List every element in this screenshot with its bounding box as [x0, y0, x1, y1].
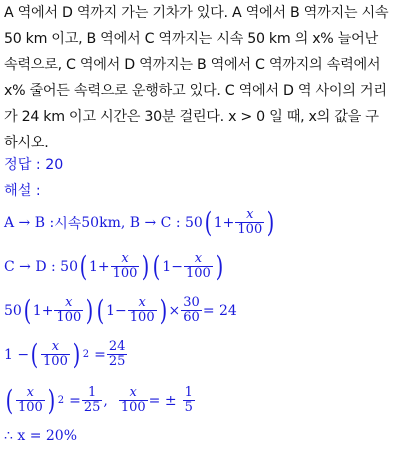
problem-line: 가 24 km 이고 시간은 30분 걸린다. x > 0 일 때, x의 값을 구	[4, 109, 379, 125]
fraction: $\frac{x}{100}$	[129, 295, 155, 325]
fraction: $\frac{x}{100}$	[112, 251, 138, 281]
problem-line: x% 줄어든 속력으로 운행하고 있다. C 역에서 D 역 사이의 거리	[4, 83, 387, 99]
problem-line: 하시오.	[4, 135, 49, 151]
work-line-6: ∴ x = 20%	[4, 428, 78, 444]
problem-line: 50 km 이고, B 역에서 C 역까지는 시속 50 km 의 x% 늘어난	[4, 31, 378, 47]
work-line-1: A → B : 시속 50km, B → C : 50 ( 1 + $\frac{x}{100}$ )	[4, 205, 275, 239]
work-line-3: 50 ( 1 + $\frac{x}{100}$ ) ( 1 − $\frac{x}{100}$ ) × $\frac{30}{60}$ = 24	[4, 293, 237, 327]
fraction: $\frac{x}{100}$	[56, 295, 82, 325]
problem-line: 속력으로, C 역에서 D 역까지는 B 역에서 C 역까지의 속력에서	[4, 57, 381, 73]
fraction: $\frac{x}{100}$	[43, 339, 68, 369]
fraction: $\frac{x}{100}$	[237, 207, 263, 237]
fraction: $\frac{1}{5}$	[184, 385, 193, 415]
fraction: $\frac{30}{60}$	[183, 295, 200, 325]
fraction: $\frac{x}{100}$	[120, 385, 146, 415]
fraction: $\frac{x}{100}$	[185, 251, 211, 281]
problem-line: A 역에서 D 역까지 가는 기차가 있다. A 역에서 B 역까지는 시속	[4, 5, 389, 21]
answer-line: 정답 : 20	[4, 157, 64, 173]
fraction: $\frac{x}{100}$	[17, 385, 43, 415]
work-line-4: 1 − ( $\frac{x}{100}$ ) 2 = $\frac{24}{25}$	[4, 337, 126, 371]
explanation-label: 해설 :	[4, 183, 41, 199]
segment-cd: C → D : 50	[4, 258, 78, 275]
segment-ab: A → B :	[4, 214, 55, 231]
segment-bc: 50km, B → C : 50	[81, 214, 203, 231]
work-line-2: C → D : 50 ( 1 + $\frac{x}{100}$ ) ( 1 − $\frac{x}{100}$ )	[4, 249, 224, 283]
work-line-5: ( $\frac{x}{100}$ ) 2 = $\frac{1}{25}$ , $\frac{x}{100}$ = ± $\frac{1}{5}$	[5, 383, 193, 417]
problem-text	[4, 0, 398, 156]
speed-word: 시속	[54, 215, 82, 232]
fraction: $\frac{1}{25}$	[83, 385, 101, 415]
fraction: $\frac{24}{25}$	[108, 339, 126, 369]
